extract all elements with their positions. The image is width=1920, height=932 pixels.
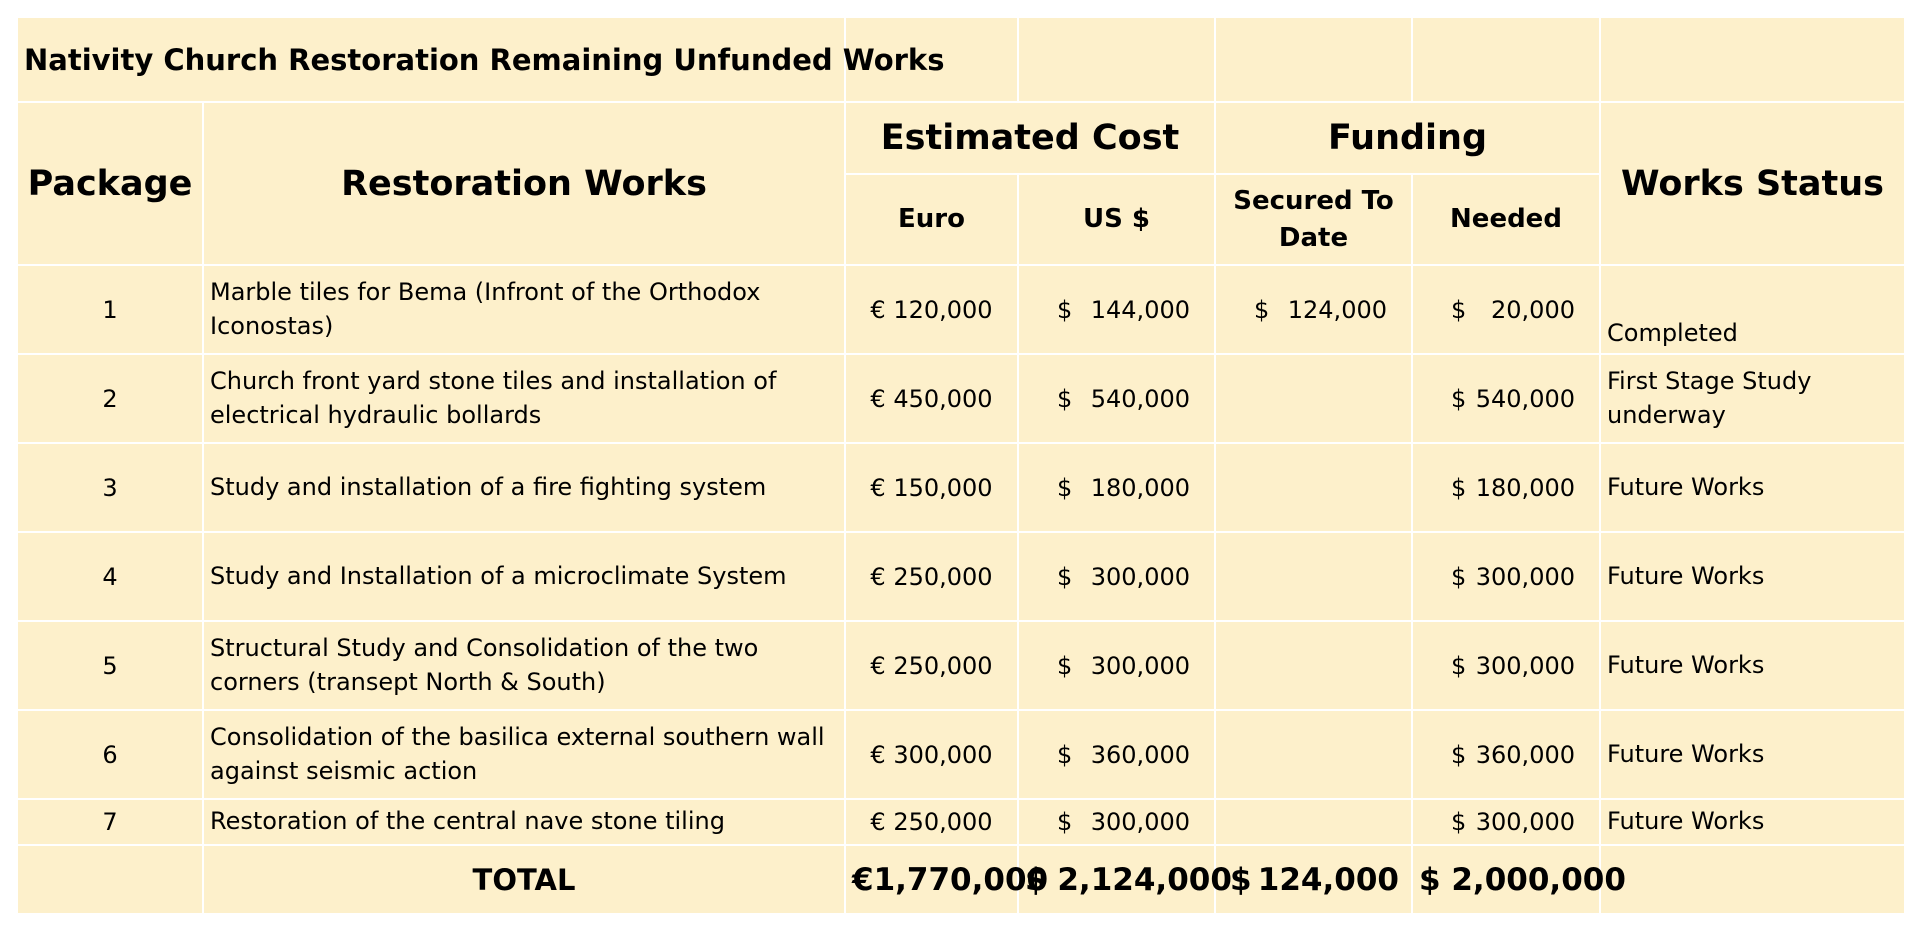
empty-cell — [1600, 17, 1905, 102]
works-status: Future Works — [1600, 443, 1905, 532]
amount: 180,000 — [1090, 473, 1190, 502]
dollar-sign: $ — [1057, 384, 1073, 413]
package-number: 7 — [17, 799, 203, 845]
cost-usd — [1018, 710, 1215, 799]
package-number: 2 — [17, 354, 203, 443]
cost-euro: € 450,000 — [845, 354, 1018, 443]
dollar-sign: $ — [1451, 651, 1467, 680]
amount: 360,000 — [1090, 740, 1190, 769]
header-restoration-works: Restoration Works — [203, 102, 845, 265]
dollar-sign: $ — [1451, 562, 1467, 591]
amount: 124,000 — [1257, 861, 1399, 898]
table-title: Nativity Church Restoration Remaining Unfunded Works — [17, 17, 845, 102]
restoration-work: Study and installation of a fire fighting system — [203, 443, 845, 532]
funding-needed — [1412, 265, 1600, 354]
restoration-work: Restoration of the central nave stone tiling — [203, 799, 845, 845]
empty-cell — [1215, 17, 1412, 102]
funding-secured — [1215, 621, 1412, 710]
total-usd: $ 2,124,000 — [1018, 845, 1215, 914]
works-status: First Stage Study underway — [1600, 354, 1905, 443]
funding-needed — [1412, 621, 1600, 710]
amount: 300,000 — [1475, 562, 1575, 591]
cost-usd — [1018, 799, 1215, 845]
total-needed: $ 2,000,000 — [1412, 845, 1600, 914]
dollar-sign: $ — [1254, 295, 1270, 324]
dollar-sign: $ — [1057, 651, 1073, 680]
cost-euro: € 300,000 — [845, 710, 1018, 799]
restoration-work: Consolidation of the basilica external southern wall against seismic action — [203, 710, 845, 799]
dollar-sign: $ — [1057, 740, 1073, 769]
header-funding: Funding — [1215, 102, 1600, 174]
cost-usd — [1018, 354, 1215, 443]
table-row — [17, 532, 1905, 621]
funding-secured — [1215, 354, 1412, 443]
table-row — [17, 265, 1905, 354]
empty-cell — [1412, 17, 1600, 102]
restoration-works-table — [16, 16, 1906, 915]
funding-secured — [1215, 532, 1412, 621]
funding-needed — [1412, 532, 1600, 621]
table-row — [17, 621, 1905, 710]
amount: 300,000 — [1090, 651, 1190, 680]
funding-needed — [1412, 443, 1600, 532]
dollar-sign: $ — [1451, 808, 1467, 836]
dollar-sign: $ — [1057, 562, 1073, 591]
dollar-sign: $ — [1451, 384, 1467, 413]
table-row — [17, 354, 1905, 443]
dollar-sign: $ — [1451, 740, 1467, 769]
restoration-work: Marble tiles for Bema (Infront of the Orthodox Iconostas) — [203, 265, 845, 354]
funding-secured — [1215, 710, 1412, 799]
amount: 540,000 — [1090, 384, 1190, 413]
table-row — [17, 710, 1905, 799]
table-row — [17, 799, 1905, 845]
cost-usd — [1018, 443, 1215, 532]
package-number: 1 — [17, 265, 203, 354]
header-euro: Euro — [845, 174, 1018, 265]
header-estimated-cost: Estimated Cost — [845, 102, 1215, 174]
table-body — [17, 17, 1905, 914]
amount: 180,000 — [1475, 473, 1575, 502]
cost-usd — [1018, 265, 1215, 354]
cost-euro: € 250,000 — [845, 532, 1018, 621]
funding-needed — [1412, 799, 1600, 845]
amount: 144,000 — [1090, 295, 1190, 324]
funding-secured — [1215, 265, 1412, 354]
restoration-work: Study and Installation of a microclimate System — [203, 532, 845, 621]
dollar-sign: $ — [1230, 861, 1252, 898]
total-euro: €1,770,000 — [845, 845, 1018, 914]
dollar-sign: $ — [1057, 808, 1073, 836]
funding-needed — [1412, 710, 1600, 799]
cost-euro: € 250,000 — [845, 621, 1018, 710]
cost-usd — [1018, 532, 1215, 621]
funding-secured — [1215, 443, 1412, 532]
empty-cell — [1018, 17, 1215, 102]
title-row — [17, 17, 1905, 102]
header-needed: Needed — [1412, 174, 1600, 265]
works-status: Future Works — [1600, 532, 1905, 621]
package-number: 3 — [17, 443, 203, 532]
package-number: 6 — [17, 710, 203, 799]
header-works-status: Works Status — [1600, 102, 1905, 265]
restoration-work: Structural Study and Consolidation of the two corners (transept North & South) — [203, 621, 845, 710]
funding-secured — [1215, 799, 1412, 845]
package-number: 4 — [17, 532, 203, 621]
cost-usd — [1018, 621, 1215, 710]
table-row — [17, 443, 1905, 532]
amount: 300,000 — [1090, 562, 1190, 591]
header-package: Package — [17, 102, 203, 265]
amount: 360,000 — [1475, 740, 1575, 769]
empty-cell — [17, 845, 203, 914]
empty-cell — [1600, 845, 1905, 914]
cost-euro: € 250,000 — [845, 799, 1018, 845]
dollar-sign: $ — [1057, 295, 1073, 324]
amount: 124,000 — [1287, 295, 1387, 324]
cost-euro: € 120,000 — [845, 265, 1018, 354]
total-row — [17, 845, 1905, 914]
amount: 300,000 — [1090, 808, 1190, 836]
works-status: Future Works — [1600, 710, 1905, 799]
package-number: 5 — [17, 621, 203, 710]
dollar-sign: $ — [1451, 295, 1467, 324]
header-row-1 — [17, 102, 1905, 174]
dollar-sign: $ — [1057, 473, 1073, 502]
works-status: Future Works — [1600, 621, 1905, 710]
dollar-sign: $ — [1451, 473, 1467, 502]
amount: 540,000 — [1475, 384, 1575, 413]
works-status: Future Works — [1600, 799, 1905, 845]
total-label: TOTAL — [203, 845, 845, 914]
amount: 20,000 — [1491, 295, 1575, 324]
works-status: Completed — [1600, 265, 1905, 354]
amount: 300,000 — [1475, 651, 1575, 680]
restoration-work: Church front yard stone tiles and installation of electrical hydraulic bollards — [203, 354, 845, 443]
amount: 300,000 — [1475, 808, 1575, 836]
header-secured-to-date: Secured To Date — [1215, 174, 1412, 265]
total-secured — [1215, 845, 1412, 914]
header-usd: US $ — [1018, 174, 1215, 265]
cost-euro: € 150,000 — [845, 443, 1018, 532]
funding-needed — [1412, 354, 1600, 443]
